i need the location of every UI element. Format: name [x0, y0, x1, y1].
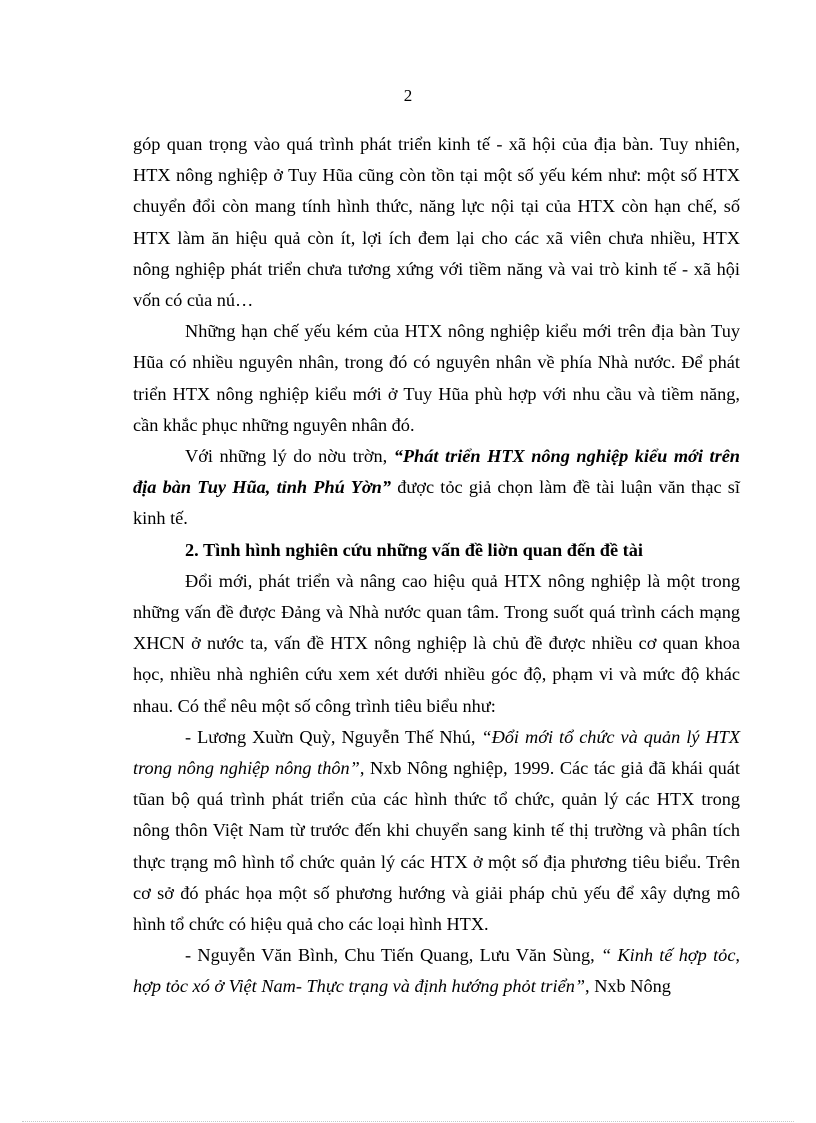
paragraph-reference-2 [133, 940, 740, 1002]
section-heading: 2. Tình hình nghiên cứu những vấn đề liờn quan đến đề tài [185, 539, 643, 560]
thesis-title: “Phát triển HTX nông nghiệp kiểu mới trên địa bàn Tuy Hũa, tỉnh Phú Yờn” [133, 446, 740, 498]
document-body [133, 129, 740, 1003]
reference-2-authors: - Nguyễn Văn Bình, Chu Tiến Quang, Lưu Văn Sùng, [185, 945, 601, 966]
paragraph-continuation: góp quan trọng vào quá trình phát triển kinh tế - xã hội của địa bàn. Tuy nhiên, HTX nông nghiệp ở Tuy Hũa cũng còn tồn tại một số yếu kém như: một số HTX chuyển đổi còn mang tính hình thức, năng lực nội tại của HTX còn hạn chế, số HTX làm ăn hiệu quả còn ít, lợi ích đem lại cho các xã viên chưa nhiều, HTX nông nghiệp phát triển chưa tương xứng với tiềm năng và vai trò kinh tế - xã hội vốn có của nú… [133, 134, 740, 311]
paragraph-limitations: Những hạn chế yếu kém của HTX nông nghiệp kiểu mới trên địa bàn Tuy Hũa có nhiều nguyên nhân, trong đó có nguyên nhân về phía Nhà nước. Để phát triển HTX nông nghiệp kiểu mới ở Tuy Hũa phù hợp với nhu cầu và tiềm năng, cần khắc phục những nguyên nhân đó. [133, 321, 740, 435]
reference-1-title: “Đổi mới tổ chức và quản lý HTX trong nông nghiệp nông thôn” [133, 726, 740, 779]
paragraph-reference-1 [133, 722, 740, 940]
topic-tail-text: được tỏc giả chọn làm đề tài luận văn thạc sĩ kinh tế. [133, 477, 740, 529]
reference-1-description: , Nxb Nông nghiệp, 1999. Các tác giả đã khái quát tũan bộ quá trình phát triển của các hình thức tổ chức, quản lý các HTX trong nông thôn Việt Nam từ trước đến khi chuyển sang kinh tế thị trường và phân tích thực trạng mô hình tổ chức quản lý các HTX ở một số địa phương tiêu biểu. Trên cơ sở đó phác họa một số phương hướng và giải pháp chủ yếu để xây dựng mô hình tổ chức có hiệu quả cho các loại hình HTX. [133, 758, 740, 935]
footer-divider [22, 1121, 794, 1122]
paragraph-thesis-topic [133, 441, 740, 535]
reference-1-authors: - Lương Xuừn Quỳ, Nguyễn Thế Nhú, [185, 726, 482, 747]
topic-lead-text: Với những lý do nờu trờn, [185, 446, 394, 467]
reference-2-title: “ Kinh tế hợp tỏc, hợp tỏc xó ở Việt Nam- Thực trạng và định hướng phỏt triển” [133, 945, 740, 997]
reference-2-description: , Nxb Nông [585, 976, 671, 997]
page-number: 2 [403, 86, 413, 105]
paragraph-research-overview: Đổi mới, phát triển và nâng cao hiệu quả HTX nông nghiệp là một trong những vấn đề được Đảng và Nhà nước quan tâm. Trong suốt quá trình cách mạng XHCN ở nước ta, vấn đề HTX nông nghiệp là chủ đề được nhiều cơ quan khoa học, nhiều nhà nghiên cứu xem xét dưới nhiều góc độ, phạm vi và mức độ khác nhau. Có thể nêu một số công trình tiêu biểu như: [133, 570, 740, 716]
